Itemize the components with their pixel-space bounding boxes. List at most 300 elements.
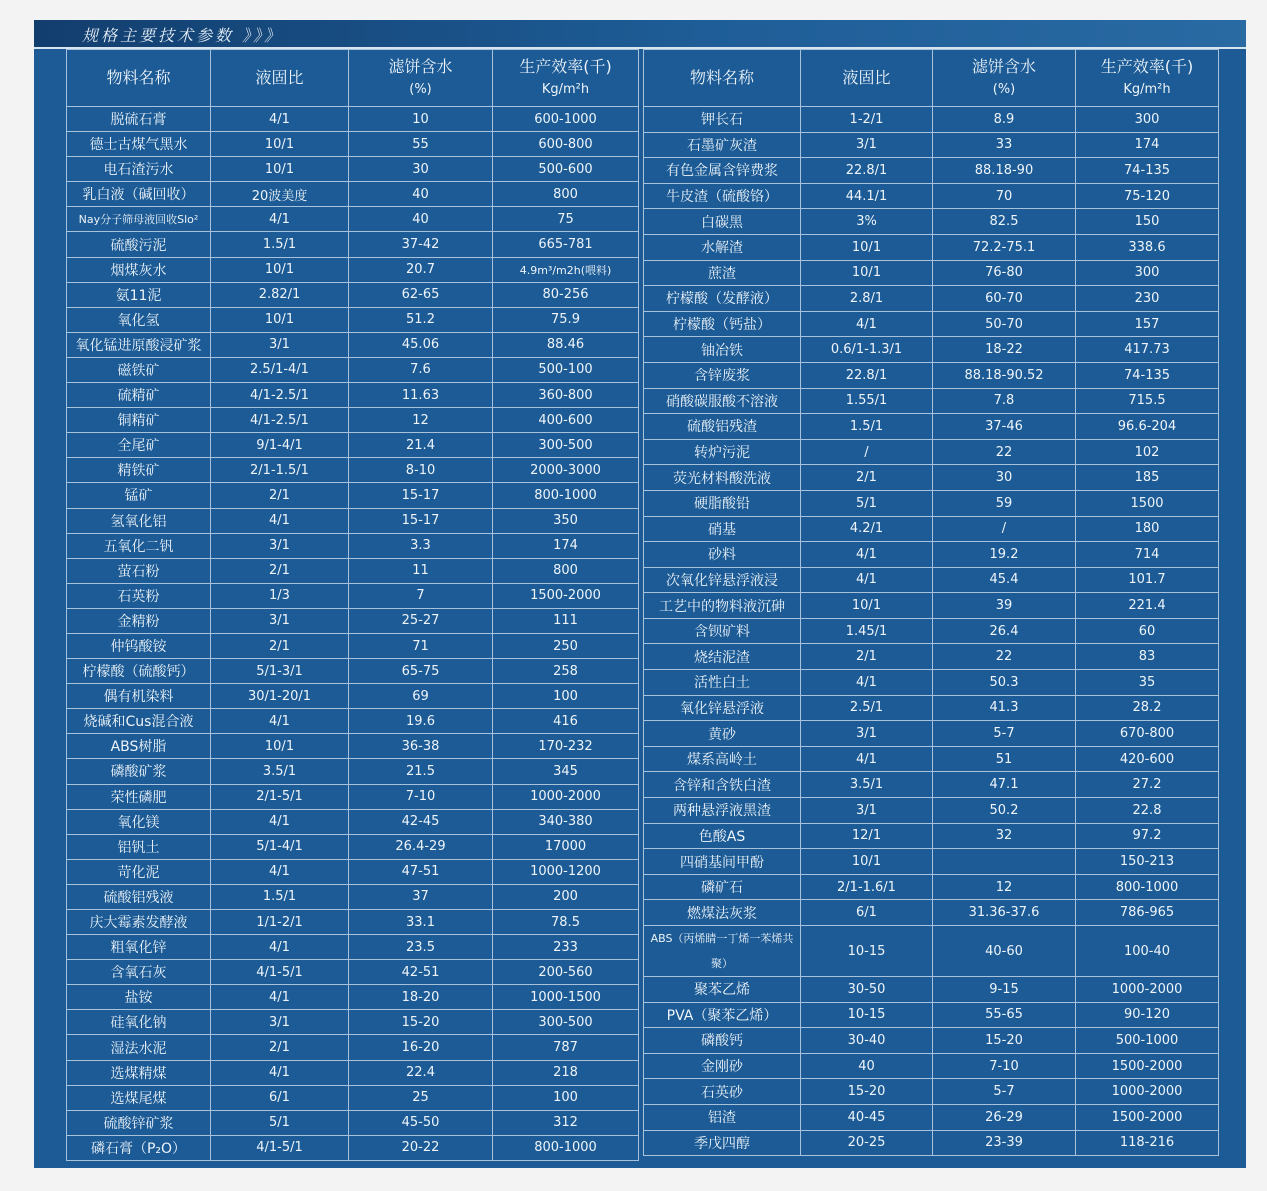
table-row xyxy=(644,183,1219,209)
cell-cake-moisture: 72.2-75.1 xyxy=(933,234,1076,260)
cell-cake-moisture: 70 xyxy=(933,183,1076,209)
cell-production-efficiency: 416 xyxy=(493,709,639,734)
table-row xyxy=(67,307,639,332)
table-row xyxy=(644,1079,1219,1105)
cell-material-name: 烧结泥渣 xyxy=(644,644,801,670)
cell-material-name: 氧化氢 xyxy=(67,307,211,332)
cell-production-efficiency: 150 xyxy=(1076,209,1219,235)
cell-material-name: 活性白土 xyxy=(644,670,801,696)
cell-liquid-solid-ratio: 2/1-1.6/1 xyxy=(801,874,933,900)
cell-cake-moisture: 8.9 xyxy=(933,107,1076,133)
cell-cake-moisture: 42-45 xyxy=(349,809,493,834)
cell-production-efficiency: 500-1000 xyxy=(1076,1028,1219,1054)
cell-material-name: 硫酸铝残渣 xyxy=(644,414,801,440)
cell-cake-moisture: 69 xyxy=(349,684,493,709)
header-liquid-solid-ratio: 液固比 xyxy=(801,50,933,107)
cell-production-efficiency: 233 xyxy=(493,935,639,960)
cell-liquid-solid-ratio: 2.82/1 xyxy=(211,282,349,307)
table-row xyxy=(644,900,1219,926)
cell-liquid-solid-ratio: 4/1-5/1 xyxy=(211,1135,349,1160)
table-header-row xyxy=(67,50,639,107)
cell-liquid-solid-ratio: 4/1 xyxy=(211,508,349,533)
cell-production-efficiency: 800-1000 xyxy=(493,1135,639,1160)
cell-cake-moisture: 59 xyxy=(933,490,1076,516)
cell-material-name: 氧化镁 xyxy=(67,809,211,834)
table-row xyxy=(644,286,1219,312)
cell-material-name: 烧碱和Cus混合液 xyxy=(67,709,211,734)
table-row xyxy=(644,490,1219,516)
cell-production-efficiency: 74-135 xyxy=(1076,158,1219,184)
cell-production-efficiency: 100-40 xyxy=(1076,926,1219,977)
cell-production-efficiency: 80-256 xyxy=(493,282,639,307)
cell-cake-moisture: 50-70 xyxy=(933,311,1076,337)
table-row xyxy=(67,1060,639,1085)
table-row xyxy=(67,1010,639,1035)
cell-cake-moisture: 30 xyxy=(933,465,1076,491)
cell-liquid-solid-ratio: 5/1-4/1 xyxy=(211,834,349,859)
table-row xyxy=(67,834,639,859)
cell-liquid-solid-ratio: 22.8/1 xyxy=(801,158,933,184)
cell-cake-moisture: 9-15 xyxy=(933,977,1076,1003)
cell-cake-moisture: 51.2 xyxy=(349,307,493,332)
table-row xyxy=(67,232,639,257)
table-row xyxy=(67,207,639,232)
cell-production-efficiency: 1500 xyxy=(1076,490,1219,516)
cell-cake-moisture: 19.2 xyxy=(933,542,1076,568)
cell-material-name: 含锌废浆 xyxy=(644,362,801,388)
cell-cake-moisture: 37 xyxy=(349,884,493,909)
cell-material-name: 柠檬酸（钙盐） xyxy=(644,311,801,337)
cell-liquid-solid-ratio: 40-45 xyxy=(801,1104,933,1130)
header-efficiency-unit: Kg/m²h xyxy=(541,81,590,97)
cell-production-efficiency: 4.9m³/m2h(喂料) xyxy=(493,257,639,282)
header-moisture-label: 滤饼含水 xyxy=(388,56,453,76)
cell-production-efficiency: 230 xyxy=(1076,286,1219,312)
table-row xyxy=(644,772,1219,798)
cell-liquid-solid-ratio: 6/1 xyxy=(801,900,933,926)
cell-cake-moisture: 12 xyxy=(933,874,1076,900)
cell-cake-moisture: 25-27 xyxy=(349,608,493,633)
cell-liquid-solid-ratio: 3/1 xyxy=(211,533,349,558)
table-row xyxy=(67,182,639,207)
table-row xyxy=(644,823,1219,849)
table-row xyxy=(67,935,639,960)
cell-production-efficiency: 345 xyxy=(493,759,639,784)
cell-material-name: 磁铁矿 xyxy=(67,357,211,382)
cell-material-name: 硝基 xyxy=(644,516,801,542)
cell-material-name: 荣性磷肥 xyxy=(67,784,211,809)
cell-cake-moisture: 25 xyxy=(349,1085,493,1110)
cell-liquid-solid-ratio: 4/1 xyxy=(801,311,933,337)
cell-cake-moisture: 18-22 xyxy=(933,337,1076,363)
cell-liquid-solid-ratio: 12/1 xyxy=(801,823,933,849)
cell-material-name: 苛化泥 xyxy=(67,859,211,884)
cell-production-efficiency: 96.6-204 xyxy=(1076,414,1219,440)
cell-cake-moisture: 31.36-37.6 xyxy=(933,900,1076,926)
cell-material-name: 有色金属含锌费浆 xyxy=(644,158,801,184)
cell-production-efficiency: 420-600 xyxy=(1076,746,1219,772)
cell-cake-moisture: 45.4 xyxy=(933,567,1076,593)
header-moisture-unit: (%) xyxy=(992,81,1016,97)
cell-liquid-solid-ratio: 4/1 xyxy=(801,670,933,696)
cell-material-name: 磷矿石 xyxy=(644,874,801,900)
cell-production-efficiency: 360-800 xyxy=(493,383,639,408)
cell-production-efficiency: 75-120 xyxy=(1076,183,1219,209)
cell-liquid-solid-ratio: 3/1 xyxy=(211,608,349,633)
cell-production-efficiency: 600-1000 xyxy=(493,107,639,132)
cell-material-name: 氨11泥 xyxy=(67,282,211,307)
cell-cake-moisture: 40 xyxy=(349,182,493,207)
cell-production-efficiency: 338.6 xyxy=(1076,234,1219,260)
cell-material-name: 锰矿 xyxy=(67,483,211,508)
cell-material-name: 氧化锌悬浮液 xyxy=(644,695,801,721)
cell-liquid-solid-ratio: 10/1 xyxy=(801,234,933,260)
cell-cake-moisture: 5-7 xyxy=(933,721,1076,747)
cell-production-efficiency: 90-120 xyxy=(1076,1002,1219,1028)
cell-production-efficiency: 300-500 xyxy=(493,433,639,458)
cell-production-efficiency: 250 xyxy=(493,633,639,658)
cell-material-name: 色酸AS xyxy=(644,823,801,849)
cell-liquid-solid-ratio: / xyxy=(801,439,933,465)
cell-cake-moisture: 7.8 xyxy=(933,388,1076,414)
cell-material-name: 铜精矿 xyxy=(67,408,211,433)
cell-cake-moisture: 45.06 xyxy=(349,332,493,357)
cell-cake-moisture: 50.2 xyxy=(933,798,1076,824)
cell-production-efficiency: 100 xyxy=(493,684,639,709)
cell-cake-moisture: 47.1 xyxy=(933,772,1076,798)
table-row xyxy=(67,1135,639,1160)
cell-cake-moisture: 23.5 xyxy=(349,935,493,960)
cell-liquid-solid-ratio: 4/1 xyxy=(801,567,933,593)
cell-material-name: 石英砂 xyxy=(644,1079,801,1105)
cell-material-name: 硫精矿 xyxy=(67,383,211,408)
cell-material-name: 铀冶铁 xyxy=(644,337,801,363)
cell-liquid-solid-ratio: 6/1 xyxy=(211,1085,349,1110)
cell-material-name: ABS树脂 xyxy=(67,734,211,759)
cell-material-name: 选煤尾煤 xyxy=(67,1085,211,1110)
table-header-row xyxy=(644,50,1219,107)
cell-production-efficiency: 300 xyxy=(1076,107,1219,133)
table-row xyxy=(644,516,1219,542)
table-row xyxy=(644,1130,1219,1156)
cell-liquid-solid-ratio: 3/1 xyxy=(211,1010,349,1035)
cell-liquid-solid-ratio: 40 xyxy=(801,1053,933,1079)
table-row xyxy=(644,439,1219,465)
header-cake-moisture xyxy=(349,50,493,107)
cell-liquid-solid-ratio: 4/1 xyxy=(211,207,349,232)
cell-cake-moisture: 55-65 xyxy=(933,1002,1076,1028)
cell-material-name: 磷酸钙 xyxy=(644,1028,801,1054)
cell-cake-moisture: 3.3 xyxy=(349,533,493,558)
table-row xyxy=(644,388,1219,414)
table-row xyxy=(67,1035,639,1060)
cell-liquid-solid-ratio: 4/1 xyxy=(801,542,933,568)
cell-liquid-solid-ratio: 4/1 xyxy=(211,1060,349,1085)
cell-material-name: 季戊四醇 xyxy=(644,1130,801,1156)
cell-material-name: 黄砂 xyxy=(644,721,801,747)
cell-cake-moisture: 5-7 xyxy=(933,1079,1076,1105)
cell-cake-moisture: 21.5 xyxy=(349,759,493,784)
table-row xyxy=(644,260,1219,286)
cell-cake-moisture: 36-38 xyxy=(349,734,493,759)
cell-cake-moisture: 71 xyxy=(349,633,493,658)
table-row xyxy=(644,695,1219,721)
page-title: 规格主要技术参数 》》》 xyxy=(82,26,284,45)
cell-material-name: 石英粉 xyxy=(67,583,211,608)
cell-cake-moisture: 10 xyxy=(349,107,493,132)
cell-production-efficiency: 300 xyxy=(1076,260,1219,286)
cell-material-name: 两种悬浮液黑渣 xyxy=(644,798,801,824)
table-row xyxy=(67,282,639,307)
cell-material-name: PVA（聚苯乙烯） xyxy=(644,1002,801,1028)
cell-material-name: 电石渣污水 xyxy=(67,157,211,182)
cell-cake-moisture: 26.4 xyxy=(933,618,1076,644)
cell-cake-moisture: 22 xyxy=(933,439,1076,465)
cell-liquid-solid-ratio: 1.5/1 xyxy=(211,884,349,909)
cell-material-name: 转炉污泥 xyxy=(644,439,801,465)
cell-production-efficiency: 600-800 xyxy=(493,132,639,157)
table-row xyxy=(67,332,639,357)
cell-cake-moisture: 45-50 xyxy=(349,1110,493,1135)
cell-material-name: 石墨矿灰渣 xyxy=(644,132,801,158)
cell-production-efficiency: 174 xyxy=(1076,132,1219,158)
cell-production-efficiency: 27.2 xyxy=(1076,772,1219,798)
cell-production-efficiency: 74-135 xyxy=(1076,362,1219,388)
table-row xyxy=(644,874,1219,900)
cell-production-efficiency: 97.2 xyxy=(1076,823,1219,849)
cell-cake-moisture: 65-75 xyxy=(349,659,493,684)
cell-material-name: 脱硫石膏 xyxy=(67,107,211,132)
cell-production-efficiency: 170-232 xyxy=(493,734,639,759)
cell-liquid-solid-ratio: 10/1 xyxy=(801,593,933,619)
cell-material-name: 含氧石灰 xyxy=(67,960,211,985)
header-moisture-label: 滤饼含水 xyxy=(971,56,1036,76)
cell-material-name: 仲钨酸铵 xyxy=(67,633,211,658)
cell-liquid-solid-ratio: 3/1 xyxy=(801,132,933,158)
cell-liquid-solid-ratio: 30/1-20/1 xyxy=(211,684,349,709)
table-row xyxy=(644,311,1219,337)
cell-liquid-solid-ratio: 2/1-1.5/1 xyxy=(211,458,349,483)
cell-cake-moisture: 37-46 xyxy=(933,414,1076,440)
cell-cake-moisture: 16-20 xyxy=(349,1035,493,1060)
cell-cake-moisture: 40-60 xyxy=(933,926,1076,977)
cell-liquid-solid-ratio: 1.5/1 xyxy=(211,232,349,257)
cell-production-efficiency: 1500-2000 xyxy=(1076,1104,1219,1130)
cell-liquid-solid-ratio: 4/1 xyxy=(211,985,349,1010)
table-row xyxy=(644,977,1219,1003)
cell-liquid-solid-ratio: 10-15 xyxy=(801,926,933,977)
cell-liquid-solid-ratio: 4/1 xyxy=(211,107,349,132)
table-row xyxy=(67,859,639,884)
cell-material-name: 金刚砂 xyxy=(644,1053,801,1079)
cell-production-efficiency: 174 xyxy=(493,533,639,558)
table-row xyxy=(67,157,639,182)
table-row xyxy=(67,784,639,809)
cell-liquid-solid-ratio: 5/1-3/1 xyxy=(211,659,349,684)
cell-material-name: Nay分子筛母液回收Slo² xyxy=(67,207,211,232)
cell-production-efficiency: 1000-1200 xyxy=(493,859,639,884)
cell-production-efficiency: 670-800 xyxy=(1076,721,1219,747)
table-row xyxy=(67,1085,639,1110)
table-row xyxy=(644,849,1219,875)
table-row xyxy=(644,234,1219,260)
cell-production-efficiency: 340-380 xyxy=(493,809,639,834)
cell-liquid-solid-ratio: 1/1-2/1 xyxy=(211,910,349,935)
table-row xyxy=(644,926,1219,977)
cell-production-efficiency: 35 xyxy=(1076,670,1219,696)
cell-production-efficiency: 60 xyxy=(1076,618,1219,644)
cell-material-name: 乳白液（碱回收） xyxy=(67,182,211,207)
table-row xyxy=(67,383,639,408)
cell-production-efficiency: 500-600 xyxy=(493,157,639,182)
cell-liquid-solid-ratio: 2/1 xyxy=(211,483,349,508)
cell-production-efficiency: 1000-2000 xyxy=(493,784,639,809)
cell-liquid-solid-ratio: 4/1 xyxy=(211,935,349,960)
cell-liquid-solid-ratio: 44.1/1 xyxy=(801,183,933,209)
cell-material-name: 硬脂酸铅 xyxy=(644,490,801,516)
cell-production-efficiency: 17000 xyxy=(493,834,639,859)
table-row xyxy=(67,985,639,1010)
table-row xyxy=(67,558,639,583)
cell-liquid-solid-ratio: 1/3 xyxy=(211,583,349,608)
cell-liquid-solid-ratio: 22.8/1 xyxy=(801,362,933,388)
cell-liquid-solid-ratio: 2.5/1 xyxy=(801,695,933,721)
cell-liquid-solid-ratio: 2/1 xyxy=(801,465,933,491)
table-row xyxy=(644,1104,1219,1130)
cell-liquid-solid-ratio: 30-50 xyxy=(801,977,933,1003)
cell-material-name: 庆大霉素发酵液 xyxy=(67,910,211,935)
header-production-efficiency xyxy=(1076,50,1219,107)
cell-cake-moisture: 22.4 xyxy=(349,1060,493,1085)
table-row xyxy=(67,709,639,734)
cell-liquid-solid-ratio: 4/1-2.5/1 xyxy=(211,408,349,433)
cell-cake-moisture: 11.63 xyxy=(349,383,493,408)
cell-material-name: 氢氧化铝 xyxy=(67,508,211,533)
cell-material-name: 硫酸铝残液 xyxy=(67,884,211,909)
cell-cake-moisture: 15-17 xyxy=(349,508,493,533)
cell-cake-moisture: 7-10 xyxy=(349,784,493,809)
cell-liquid-solid-ratio: 10/1 xyxy=(211,734,349,759)
cell-production-efficiency: 218 xyxy=(493,1060,639,1085)
cell-material-name: 五氧化二钒 xyxy=(67,533,211,558)
table-row xyxy=(67,884,639,909)
cell-liquid-solid-ratio: 0.6/1-1.3/1 xyxy=(801,337,933,363)
cell-material-name: ABS（丙烯睛一丁烯一苯烯共聚） xyxy=(644,926,801,977)
cell-cake-moisture: 51 xyxy=(933,746,1076,772)
cell-cake-moisture: 55 xyxy=(349,132,493,157)
cell-liquid-solid-ratio: 15-20 xyxy=(801,1079,933,1105)
cell-production-efficiency: 665-781 xyxy=(493,232,639,257)
cell-production-efficiency: 75.9 xyxy=(493,307,639,332)
header-material-name: 物料名称 xyxy=(67,50,211,107)
cell-liquid-solid-ratio: 9/1-4/1 xyxy=(211,433,349,458)
cell-production-efficiency: 786-965 xyxy=(1076,900,1219,926)
cell-production-efficiency: 258 xyxy=(493,659,639,684)
cell-liquid-solid-ratio: 10-15 xyxy=(801,1002,933,1028)
cell-production-efficiency: 185 xyxy=(1076,465,1219,491)
cell-production-efficiency: 111 xyxy=(493,608,639,633)
cell-production-efficiency: 2000-3000 xyxy=(493,458,639,483)
cell-cake-moisture: 41.3 xyxy=(933,695,1076,721)
cell-production-efficiency: 1500-2000 xyxy=(1076,1053,1219,1079)
table-row xyxy=(67,458,639,483)
cell-production-efficiency: 118-216 xyxy=(1076,1130,1219,1156)
table-row xyxy=(644,362,1219,388)
cell-material-name: 氧化锰进原酸浸矿浆 xyxy=(67,332,211,357)
cell-liquid-solid-ratio: 3.5/1 xyxy=(801,772,933,798)
cell-liquid-solid-ratio: 4/1-2.5/1 xyxy=(211,383,349,408)
table-row xyxy=(644,337,1219,363)
cell-material-name: 粗氧化锌 xyxy=(67,935,211,960)
cell-liquid-solid-ratio: 1.55/1 xyxy=(801,388,933,414)
cell-cake-moisture: 15-20 xyxy=(349,1010,493,1035)
table-body-right xyxy=(644,107,1219,1156)
cell-cake-moisture: 33 xyxy=(933,132,1076,158)
cell-material-name: 煤系高岭土 xyxy=(644,746,801,772)
cell-material-name: 萤石粉 xyxy=(67,558,211,583)
cell-production-efficiency: 100 xyxy=(493,1085,639,1110)
cell-cake-moisture: 39 xyxy=(933,593,1076,619)
cell-production-efficiency: 350 xyxy=(493,508,639,533)
cell-cake-moisture: 82.5 xyxy=(933,209,1076,235)
cell-liquid-solid-ratio: 10/1 xyxy=(211,132,349,157)
params-table-right xyxy=(643,49,1219,1156)
cell-liquid-solid-ratio: 1-2/1 xyxy=(801,107,933,133)
cell-liquid-solid-ratio: 4/1-5/1 xyxy=(211,960,349,985)
table-row xyxy=(67,608,639,633)
cell-liquid-solid-ratio: 2/1-5/1 xyxy=(211,784,349,809)
cell-cake-moisture: 30 xyxy=(349,157,493,182)
cell-liquid-solid-ratio: 1.5/1 xyxy=(801,414,933,440)
header-efficiency-label: 生产效率(千) xyxy=(519,56,612,76)
cell-cake-moisture: 18-20 xyxy=(349,985,493,1010)
cell-cake-moisture: 20.7 xyxy=(349,257,493,282)
cell-material-name: 偶有机染料 xyxy=(67,684,211,709)
cell-material-name: 含锌和含铁白渣 xyxy=(644,772,801,798)
cell-cake-moisture: 40 xyxy=(349,207,493,232)
cell-material-name: 铝渣 xyxy=(644,1104,801,1130)
table-row xyxy=(644,593,1219,619)
cell-liquid-solid-ratio: 3/1 xyxy=(211,332,349,357)
table-row xyxy=(67,684,639,709)
cell-cake-moisture: / xyxy=(933,516,1076,542)
table-row xyxy=(644,670,1219,696)
cell-material-name: 聚苯乙烯 xyxy=(644,977,801,1003)
table-row xyxy=(644,644,1219,670)
header-material-name: 物料名称 xyxy=(644,50,801,107)
cell-production-efficiency: 800 xyxy=(493,182,639,207)
table-row xyxy=(67,533,639,558)
cell-material-name: 烟煤灰水 xyxy=(67,257,211,282)
cell-cake-moisture: 7-10 xyxy=(933,1053,1076,1079)
table-row xyxy=(644,746,1219,772)
cell-liquid-solid-ratio: 4/1 xyxy=(211,709,349,734)
cell-production-efficiency: 200 xyxy=(493,884,639,909)
cell-liquid-solid-ratio: 3.5/1 xyxy=(211,759,349,784)
cell-production-efficiency: 22.8 xyxy=(1076,798,1219,824)
table-row xyxy=(67,1110,639,1135)
table-row xyxy=(67,633,639,658)
cell-material-name: 燃煤法灰浆 xyxy=(644,900,801,926)
cell-cake-moisture: 7 xyxy=(349,583,493,608)
table-row xyxy=(67,408,639,433)
cell-liquid-solid-ratio: 30-40 xyxy=(801,1028,933,1054)
header-production-efficiency xyxy=(493,50,639,107)
table-row xyxy=(67,734,639,759)
cell-cake-moisture: 33.1 xyxy=(349,910,493,935)
cell-material-name: 次氧化锌悬浮液浸 xyxy=(644,567,801,593)
cell-liquid-solid-ratio: 2.5/1-4/1 xyxy=(211,357,349,382)
